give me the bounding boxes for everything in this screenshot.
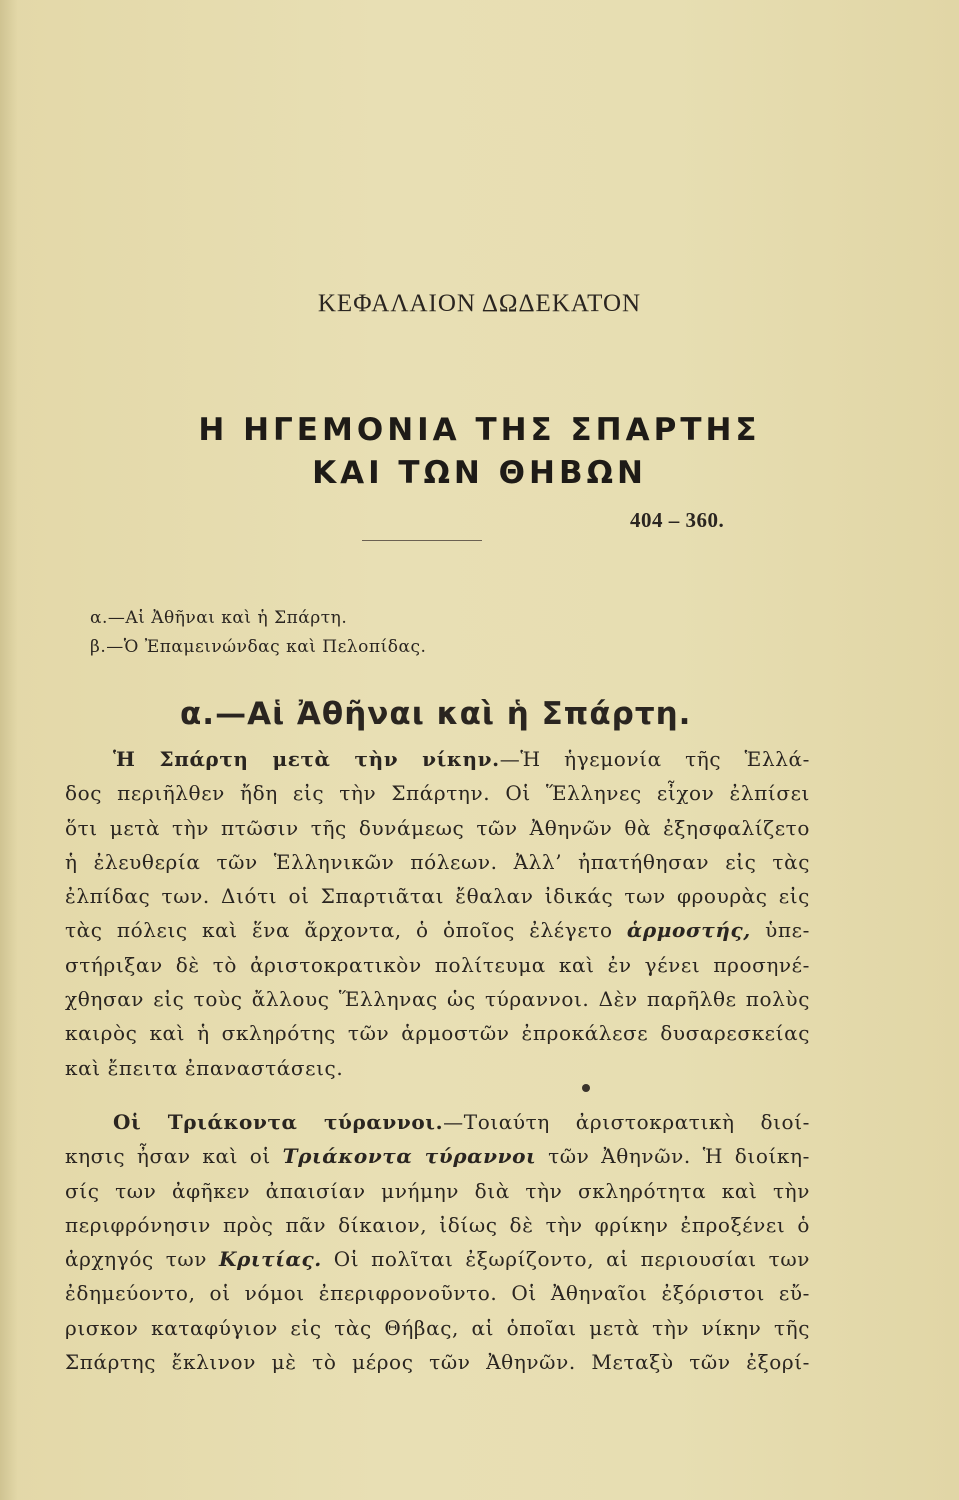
text-span: —Ἡ ἡγεμονία τῆς Ἑλλά- [499,747,810,771]
toc-item: β.—Ὁ Ἐπαμεινώνδας καὶ Πελοπίδας. [90,637,427,657]
divider [362,540,482,541]
text-line: στήριξαν δὲ τὸ ἀριστοκρατικὸν πολίτευμα καὶ ἐν γένει προσηνέ- [65,952,810,977]
text-line [65,1139,810,1173]
text-span: —Τοιαύτη ἀριστοκρατικὴ διοί- [443,1110,810,1134]
chapter-heading: ΚΕΦΑΛΑΙΟΝ ΔΩΔΕΚΑΤΟΝ [317,290,642,317]
text-line: ἡ ἐλευθερία τῶν Ἑλληνικῶν πόλεων. Ἀλλ’ ἠπατήθησαν εἰς τὰς [65,849,810,874]
title-line-1: Η ΗΓΕΜΟΝΙΑ ΤΗΣ ΣΠΑΡΤΗΣ [198,412,761,448]
date-range: 404 – 360. [630,508,725,532]
text-span: ἀρχηγός των [65,1247,208,1272]
text-line: σίς των ἀφῆκεν ἀπαισίαν μνήμην διὰ τὴν σκληρότητα καὶ τὴν [65,1178,810,1203]
section-heading: α.—Αἱ Ἀθῆναι καὶ ἡ Σπάρτη. [180,696,692,732]
paragraph-thirty-tyrants [65,1105,810,1379]
text-line [65,742,810,776]
text-line: ρισκον καταφύγιον εἰς τὰς Θήβας, αἱ ὁποῖαι μετὰ τὴν νίκην τῆς [65,1315,810,1340]
text-line: ἐλπίδας των. Διότι οἱ Σπαρτιᾶται ἔθαλαν ἰδικάς των φρουρὰς εἰς [65,884,810,909]
text-line: Σπάρτης ἔκλινον μὲ τὸ μέρος τῶν Ἀθηνῶν. Μεταξὺ τῶν ἐξορί- [65,1350,810,1375]
text-span: τὰς πόλεις καὶ ἕνα ἄρχοντα, ὁ ὁποῖος ἐλέγετο [65,918,613,943]
term-harmost: ἁρμοστής, [626,918,751,943]
text-line [65,1105,810,1139]
text-line [65,913,810,947]
text-line: ἐδημεύοντο, οἱ νόμοι ἐπεριφρονοῦντο. Οἱ Ἀθηναῖοι ἐξόριστοι εὔ- [65,1281,810,1306]
text-span: κησις ἦσαν καὶ οἱ [65,1144,271,1169]
text-line: χθησαν εἰς τοὺς ἄλλους Ἕλληνας ὡς τύραννοι. Δὲν παρῆλθε πολὺς [65,987,810,1012]
text-span: τῶν Ἀθηνῶν. Ἡ διοίκη- [548,1144,810,1169]
toc-item: α.—Αἱ Ἀθῆναι καὶ ἡ Σπάρτη. [90,608,348,628]
paragraph-heading: Οἱ Τριάκοντα τύραννοι. [113,1110,444,1134]
text-line: καιρὸς καὶ ἡ σκληρότης τῶν ἁρμοστῶν ἐπροκάλεσε δυσαρεσκείας [65,1021,810,1046]
title-line-2: ΚΑΙ ΤΩΝ ΘΗΒΩΝ [312,455,647,491]
text-line: ὅτι μετὰ τὴν πτῶσιν τῆς δυνάμεως τῶν Ἀθηνῶν θὰ ἐξησφαλίζετο [65,815,810,840]
term-critias: Κριτίας. [218,1247,322,1272]
text-span: Οἱ πολῖται ἐξωρίζοντο, αἱ περιουσίαι των [333,1247,810,1272]
text-line: περιφρόνησιν πρὸς πᾶν δίκαιον, ἰδίως δὲ τὴν φρίκην ἐπροξένει ὁ [65,1212,810,1237]
term-thirty-tyrants: Τριάκοντα τύραννοι [282,1144,537,1169]
text-line: δος περιῆλθεν ἤδη εἰς τὴν Σπάρτην. Οἱ Ἕλληνες εἶχον ἐλπίσει [65,781,810,806]
paragraph-heading: Ἡ Σπάρτη μετὰ τὴν νίκην. [113,747,500,771]
text-span: ὑπε- [765,918,810,943]
page-edge-shadow [0,0,18,1500]
text-line [65,1242,810,1276]
text-line: καὶ ἔπειτα ἐπαναστάσεις. [65,1055,344,1080]
ink-dot [582,1084,590,1092]
paragraph-sparta-after-victory [65,742,810,1085]
